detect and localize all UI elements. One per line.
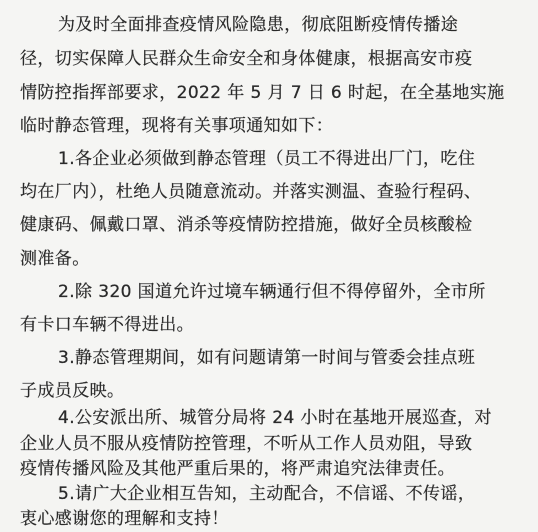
text-line: 健康码、佩戴口罩、消杀等疫情防控措施，做好全员核酸检: [20, 215, 473, 235]
text-line: 企业人员不服从疫情防控管理，不听从工作人员劝阻，导致: [20, 434, 473, 454]
text-line: 4.公安派出所、城管分局将 24 小时在基地开展巡查，对: [58, 408, 492, 428]
text-line: 子成员反映。: [20, 381, 125, 401]
text-line: 1.各企业必须做到静态管理（员工不得进出厂门，吃住: [58, 149, 476, 169]
text-line: 5.请广大企业相互告知，主动配合，不信谣、不传谣，: [58, 484, 476, 504]
text-line: 有卡口车辆不得进出。: [20, 315, 194, 335]
text-line: 衷心感谢您的理解和支持！: [20, 509, 229, 529]
text-line: 测准备。: [20, 249, 90, 269]
text-line: 情防控指挥部要求，2022 年 5 月 7 日 6 时起，在全基地实施: [20, 83, 505, 103]
text-line: 2.除 320 国道允许过境车辆通行但不得停留外，全市所: [58, 282, 486, 302]
text-line: 3.静态管理期间，如有问题请第一时间与管委会挂点班: [58, 348, 476, 368]
text-line: 疫情传播风险及其他严重后果的，将严肃追究法律责任。: [20, 459, 455, 479]
text-line: 临时静态管理，现将有关事项通知如下：: [20, 116, 334, 136]
text-line: 径，切实保障人民群众生命安全和身体健康，根据高安市疫: [20, 49, 473, 69]
text-line: 均在厂内），杜绝人员随意流动。并落实测温、查验行程码、: [20, 182, 482, 202]
text-line: 为及时全面排查疫情风险隐患，彻底阻断疫情传播途: [58, 15, 459, 35]
